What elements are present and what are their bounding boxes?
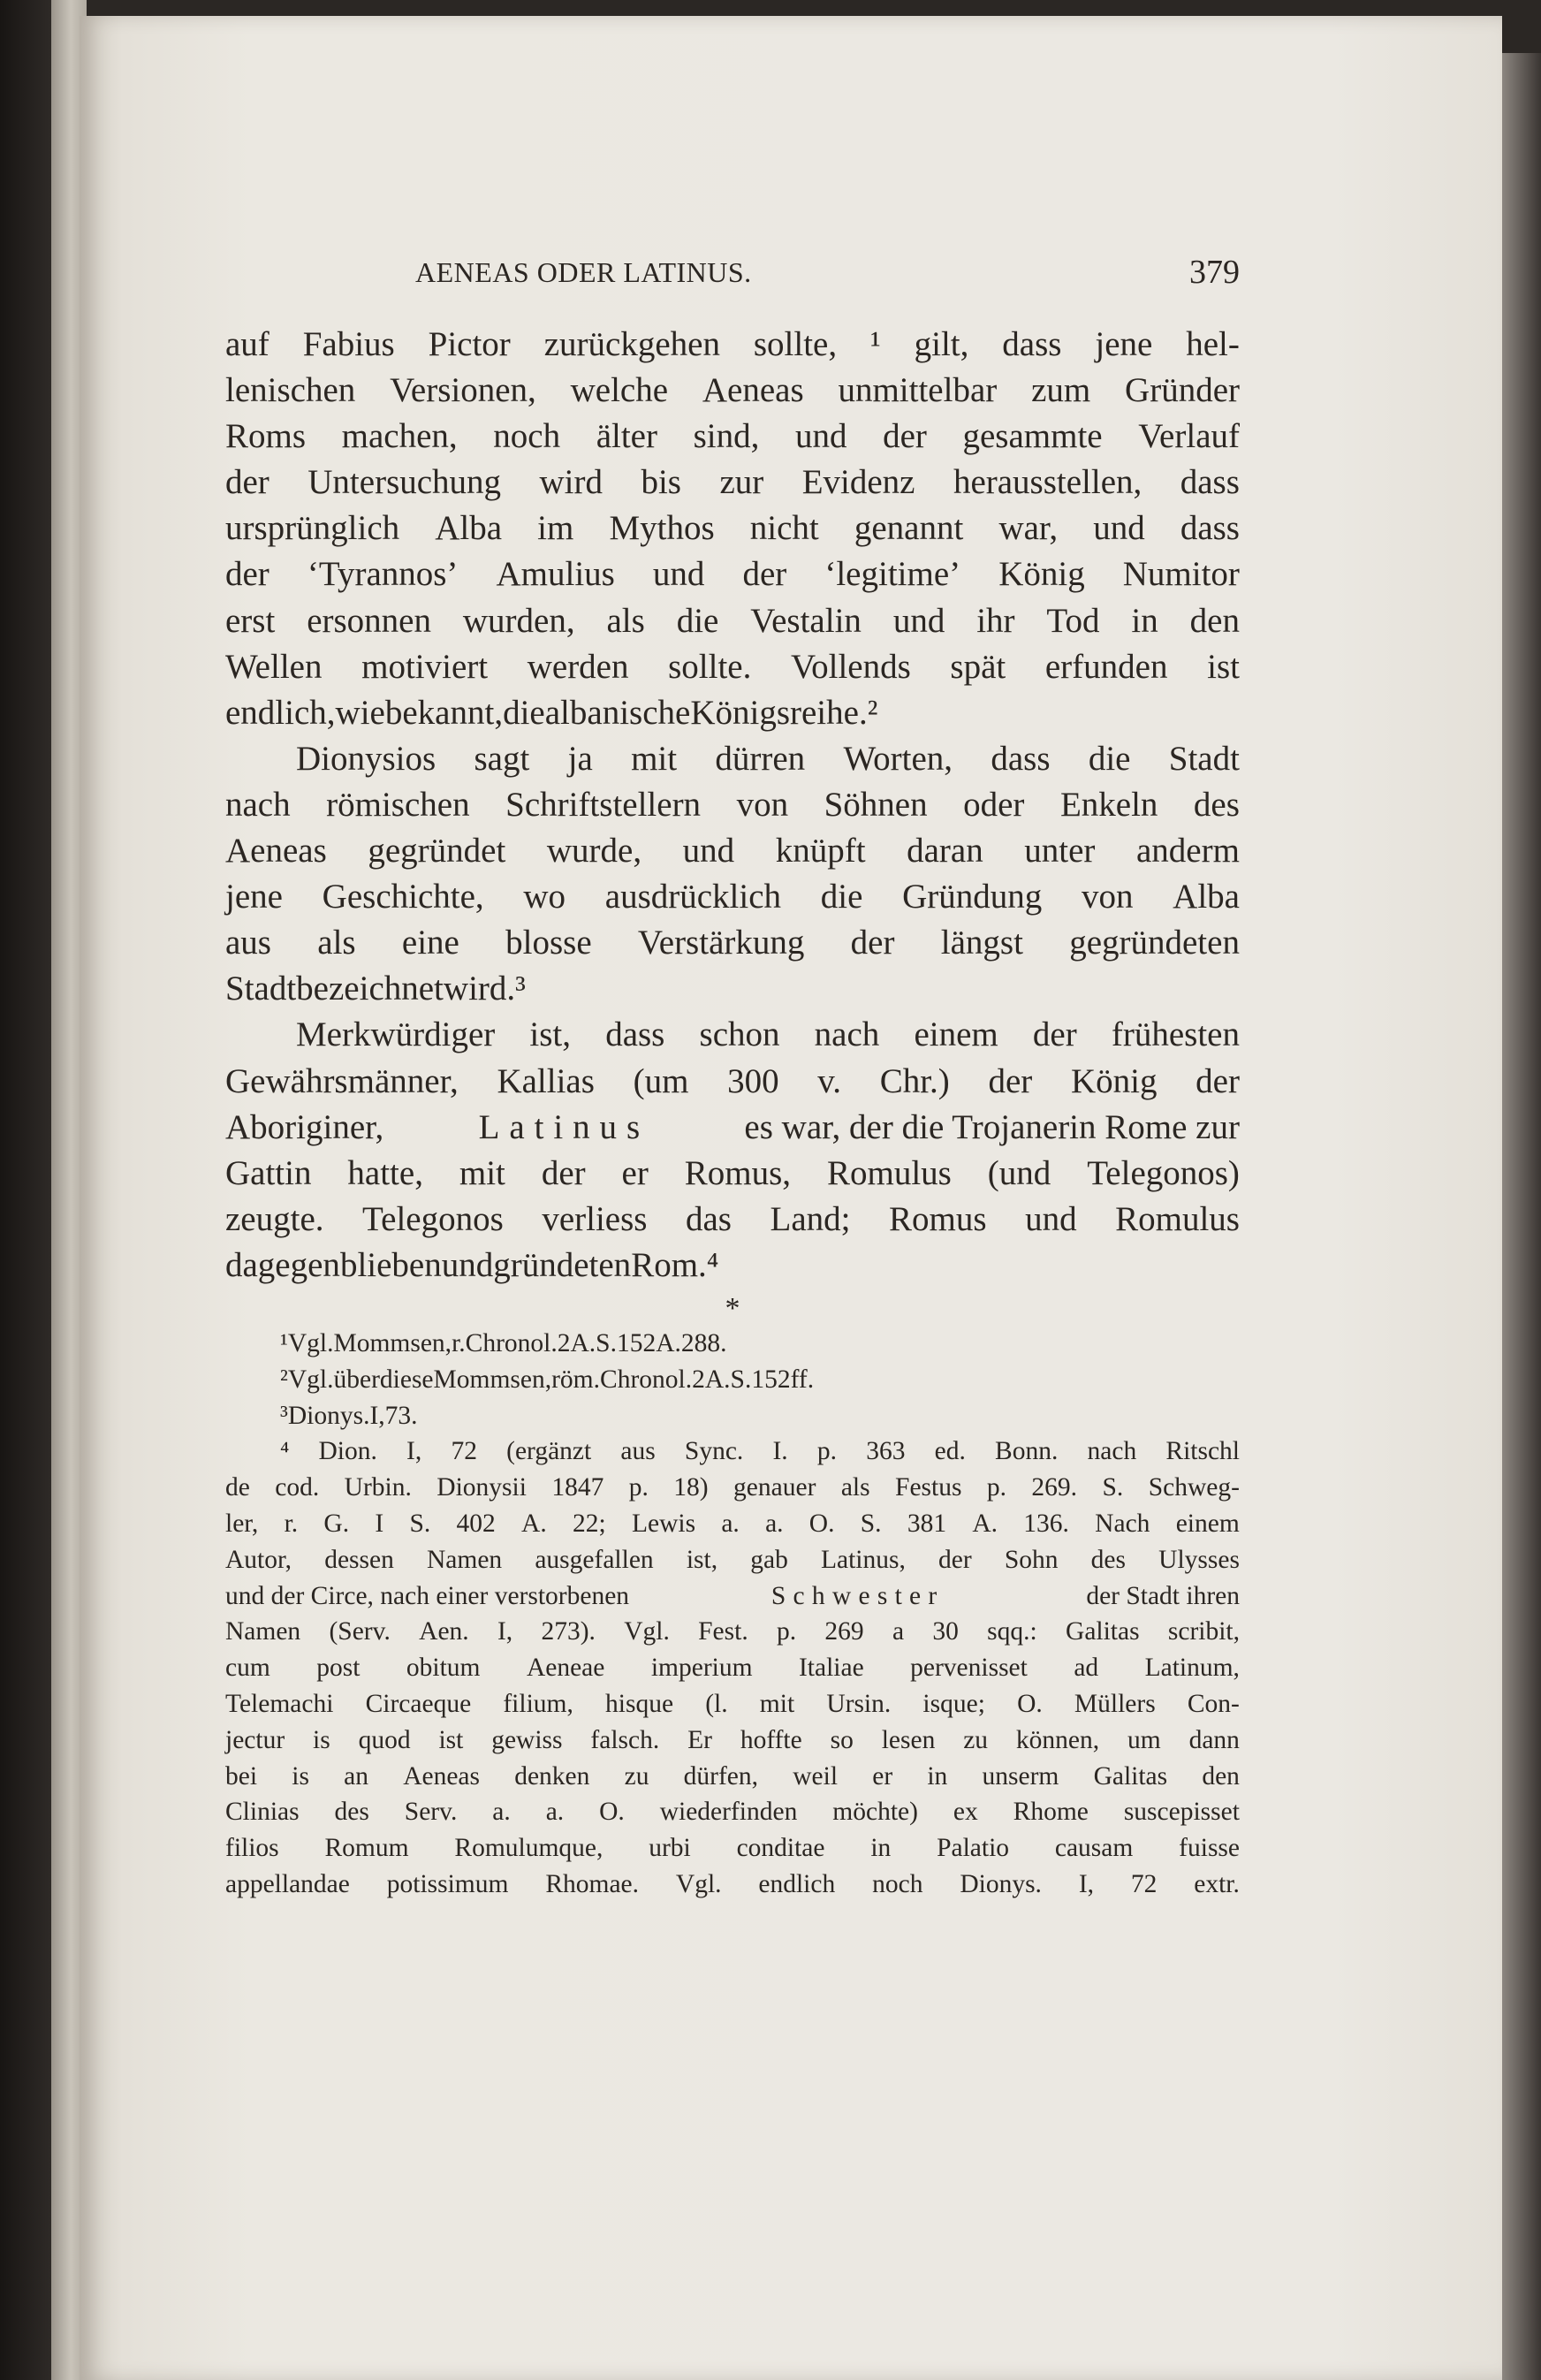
text-line: endlich, wie bekannt, die albanische Königsreihe. ² — [225, 693, 878, 732]
text-line: Aeneas gegründet wurde, und knüpft daran unter anderm — [225, 832, 1240, 871]
text-segment: und der Circe, nach einer verstorbenen — [225, 1581, 630, 1610]
text-line: Dionysios sagt ja mit dürren Worten, dass die Stadt — [296, 739, 1240, 778]
footnote-line — [225, 1578, 1240, 1615]
text-block — [225, 256, 1240, 1903]
spaced-word: Schwester — [770, 1581, 945, 1610]
footnote-line: ⁴ Dion. I, 72 (ergänzt aus Sync. I. p. 363 ed. Bonn. nach Ritschl — [280, 1437, 1240, 1466]
text-line: Merkwürdiger ist, dass schon nach einem der frühesten — [296, 1015, 1240, 1054]
footnote-line: bei is an Aeneas denken zu dürfen, weil er in unserm Galitas den — [225, 1761, 1240, 1791]
text-line: der Untersuchung wird bis zur Evidenz herausstellen, dass — [225, 463, 1240, 502]
footnote-line: Clinias des Serv. a. a. O. wiederfinden möchte) ex Rhome suscepisset — [225, 1798, 1240, 1827]
text-line: nach römischen Schriftstellern von Söhnen oder Enkeln des — [225, 785, 1240, 824]
text-line: Gattin hatte, mit der er Romus, Romulus (und Telegonos) — [225, 1153, 1240, 1192]
text-line: zeugte. Telegonos verliess das Land; Romus und Romulus — [225, 1199, 1240, 1238]
text-line: Wellen motiviert werden sollte. Vollends spät erfunden ist — [225, 647, 1240, 686]
text-line: dagegen blieben und gründeten Rom. ⁴ — [225, 1245, 719, 1284]
page-number: 379 — [1189, 254, 1240, 291]
footnote-line: Telemachi Circaeque filium, hisque (l. mit Ursin. isque; O. Müllers Con- — [225, 1689, 1240, 1718]
text-line: lenischen Versionen, welche Aeneas unmittelbar zum Gründer — [225, 371, 1240, 410]
footnotes — [225, 1326, 1240, 1903]
footnote-line: Namen (Serv. Aen. I, 273). Vgl. Fest. p. 269 a 30 sqq.: Galitas scribit, — [225, 1617, 1240, 1646]
footnote-line: ³ Dionys. I, 73. — [280, 1401, 418, 1430]
text-line: ursprünglich Alba im Mythos nicht genannt war, und dass — [225, 509, 1240, 548]
footnote-line: filios Romum Romulumque, urbi conditae in Palatio causam fuisse — [225, 1834, 1240, 1863]
running-head: AENEAS ODER LATINUS. — [415, 256, 752, 288]
footnote-line: appellandae potissimum Rhomae. Vgl. endlich noch Dionys. I, 72 extr. — [225, 1869, 1240, 1898]
text-line: erst ersonnen wurden, als die Vestalin und ihr Tod in den — [225, 601, 1240, 640]
text-line: Stadt bezeichnet wird. ³ — [225, 969, 526, 1008]
text-line: Roms machen, noch älter sind, und der gesammte Verlauf — [225, 417, 1240, 456]
text-line: Gewährsmänner, Kallias (um 300 v. Chr.) der König der — [225, 1061, 1240, 1100]
text-line: auf Fabius Pictor zurückgehen sollte, ¹ gilt, dass jene hel- — [225, 325, 1240, 363]
text-line: jene Geschichte, wo ausdrücklich die Gründung von Alba — [225, 878, 1240, 916]
footnote-line: cum post obitum Aeneae imperium Italiae pervenisset ad Latinum, — [225, 1654, 1240, 1683]
binding-edge — [0, 0, 51, 2380]
footnote-line: Autor, dessen Namen ausgefallen ist, gab Latinus, der Sohn des Ulysses — [225, 1545, 1240, 1574]
text-segment: Aboriginer, — [225, 1107, 384, 1146]
main-text — [225, 322, 1240, 1289]
spaced-name: Latinus — [478, 1107, 650, 1146]
footnote-line: ¹ Vgl. Mommsen, r. Chronol. 2 A. S. 152 A. 288. — [280, 1328, 727, 1357]
text-segment: es war, der die Trojanerin Rome zur — [744, 1107, 1240, 1146]
footnote-line: de cod. Urbin. Dionysii 1847 p. 18) genauer als Festus p. 269. S. Schweg- — [225, 1473, 1240, 1502]
fore-edge-shadow — [1502, 53, 1541, 2380]
footnote-line: ler, r. G. I S. 402 A. 22; Lewis a. a. O. S. 381 A. 136. Nach einem — [225, 1509, 1240, 1538]
footnote-line: jectur is quod ist gewiss falsch. Er hoffte so lesen zu können, um dann — [225, 1725, 1240, 1754]
text-line — [225, 1105, 1240, 1151]
text-segment: der Stadt ihren — [1086, 1581, 1240, 1610]
text-line: aus als eine blosse Verstärkung der längst gegründeten — [225, 924, 1240, 962]
page-header — [225, 256, 1240, 302]
text-line: der ‘Tyrannos’ Amulius und der ‘legitime’ König Numitor — [225, 555, 1240, 594]
footnote-line: ² Vgl. über diese Mommsen, röm. Chronol. 2 A. S. 152 ff. — [280, 1365, 815, 1394]
section-separator: * — [725, 1291, 740, 1325]
